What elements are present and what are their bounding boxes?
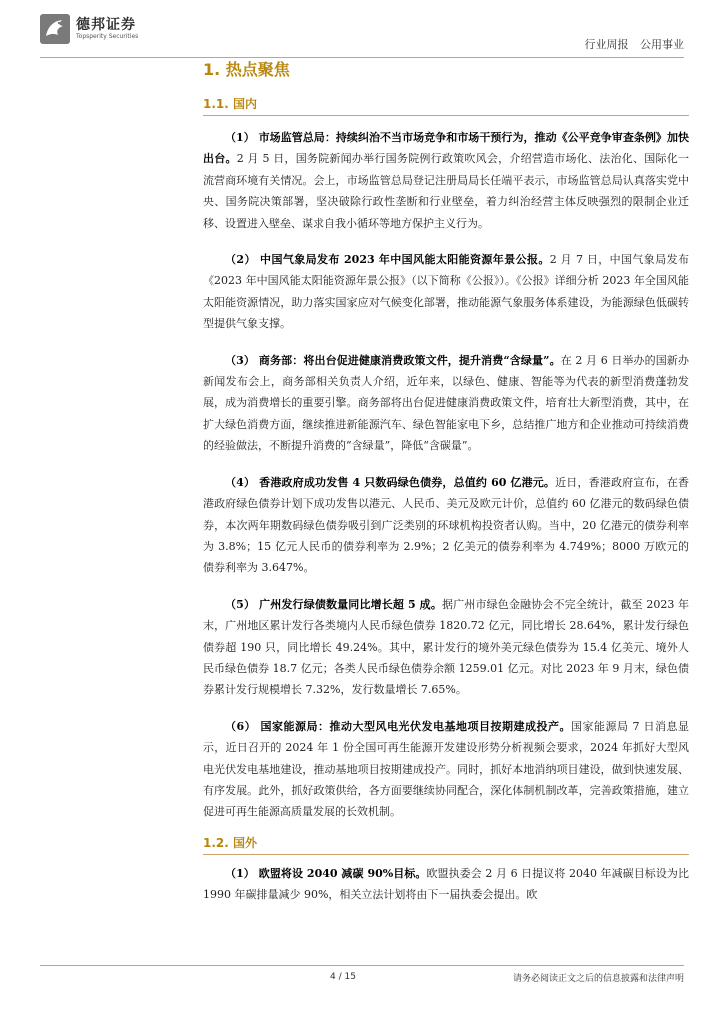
section-title: 1. 热点聚焦 [203, 60, 290, 79]
news-headline: （2） 中国气象局发布 2023 年中国风能太阳能资源年景公报。 [225, 253, 550, 267]
news-body: 2 月 5 日，国务院新闻办举行国务院例行政策吹风会，介绍营造市场化、法治化、国际化一流营商环境有关情况。会上，市场监管总局登记注册局局长任端平表示，市场监管总局认真落实党中央、国务院决策部署，坚决破除行政性垄断和行业壁垒，着力纠治经营主体反映强烈的限制企业迁移、设置进入壁垒、谋求自我小循环等地方保护主义行为。 [203, 152, 690, 230]
news-body: 2 月 7 日，中国气象局发布《2023 年中国风能太阳能资源年景公报》（以下简称《公报》）。《公报》详细分析 2023 年全国风能太阳能资源情况，助力落实国家应对气候变化部署，推动能源气象服务体系建设，为能源绿色低碳转型提供气象支撑。 [203, 253, 689, 331]
disclaimer-note: 请务必阅读正文之后的信息披露和法律声明 [512, 974, 684, 984]
dragon-logo-icon [40, 14, 70, 44]
page-header [40, 14, 684, 62]
news-item [203, 863, 689, 906]
news-headline: （3） 商务部：将出台促进健康消费政策文件，提升消费“含绿量”。 [225, 353, 561, 367]
news-headline: （1） 欧盟将设 2040 减碳 90%目标。 [225, 866, 427, 880]
news-headline: （6） 国家能源局：推动大型风电光伏发电基地项目按期建成投产。 [225, 719, 571, 733]
news-item [203, 350, 689, 457]
report-category: 行业周报 公用事业 [584, 38, 684, 51]
news-body: 据广州市绿色金融协会不完全统计，截至 2023 年末，广州地区累计发行各类境内人民币绿色债券 1820.72 亿元，同比增长 28.64%，累计发行绿色债券超 190 只，同比增长 49.24%。其中，累计发行的境外美元绿色债券为 15.4 亿美元、境外人民币绿色债券 18.7 亿元；各类人民币绿色债券余额 1259.01 亿元。对比 2023 年 9 月末，绿色债券累计发行规模增长 7.32%，发行数量增长 7.65%。 [203, 597, 689, 697]
news-headline: （1） 市场监管总局：持续纠治不当市场竞争和市场干预行为，推动《公平竞争审查条例》加快出台。 [203, 131, 689, 166]
news-headline: （5） 广州发行绿债数量同比增长超 5 成。 [225, 597, 442, 611]
news-body: 近日，香港政府宣布，在香港政府绿色债券计划下成功发售以港元、人民币、美元及欧元计价，总值约 60 亿港元的数码绿色债券，本次两年期数码绿色债券吸引到广泛类别的环球机构投资者认购。当中，20 亿港元的债券利率为 3.8%；15 亿元人民币的债券利率为 2.9%；2 亿美元的债券利率为 4.749%；8000 万欧元的债券利率为 3.647%。 [203, 475, 690, 575]
footer-divider [40, 965, 684, 966]
news-headline: （4） 香港政府成功发售 4 只数码绿色债券，总值约 60 亿港元。 [225, 475, 556, 489]
news-body: 在 2 月 6 日举办的国新办新闻发布会上，商务部相关负责人介绍，近年来，以绿色、健康、智能等为代表的新型消费蓬勃发展，成为消费增长的重要引擎。商务部将出台促进健康消费政策文件，培育壮大新型消费，其中，在扩大绿色消费方面，继续推进新能源汽车、绿色智能家电下乡，总结推广地方和企业推动可持续消费的经验做法，不断提升消费的“含绿量”，降低“含碳量”。 [203, 353, 689, 453]
subsection-domestic: 1.1. 国内 [203, 93, 689, 116]
main-content [203, 57, 689, 906]
news-body: 欧盟执委会 2 月 6 日提议将 2040 年减碳目标设为比 1990 年碳排量减少 90%，相关立法计划将由下一届执委会提出。欧 [203, 866, 689, 902]
logo-name-en: Topsperity Securities [76, 33, 139, 40]
news-item [203, 716, 689, 823]
subsection-foreign: 1.2. 国外 [203, 832, 689, 855]
logo [40, 14, 138, 44]
news-item [203, 249, 689, 335]
page-number: 4 / 15 [330, 972, 356, 982]
news-item [203, 472, 689, 579]
logo-name-cn: 德邦证券 [76, 17, 136, 33]
news-item [203, 594, 689, 701]
news-body: 国家能源局 7 日消息显示，近日召开的 2024 年 1 份全国可再生能源开发建设形势分析视频会要求，2024 年抓好大型风电光伏发电基地建设，推动基地项目按期建成投产。同时，抓好本地消纳项目建设，做到快速发展、有序发展。此外，抓好政策供给，各方面要继续协同配合，深化体制机制改革，完善政策措施，建立促进可再生能源高质量发展的长效机制。 [203, 719, 689, 819]
news-item [203, 127, 689, 234]
